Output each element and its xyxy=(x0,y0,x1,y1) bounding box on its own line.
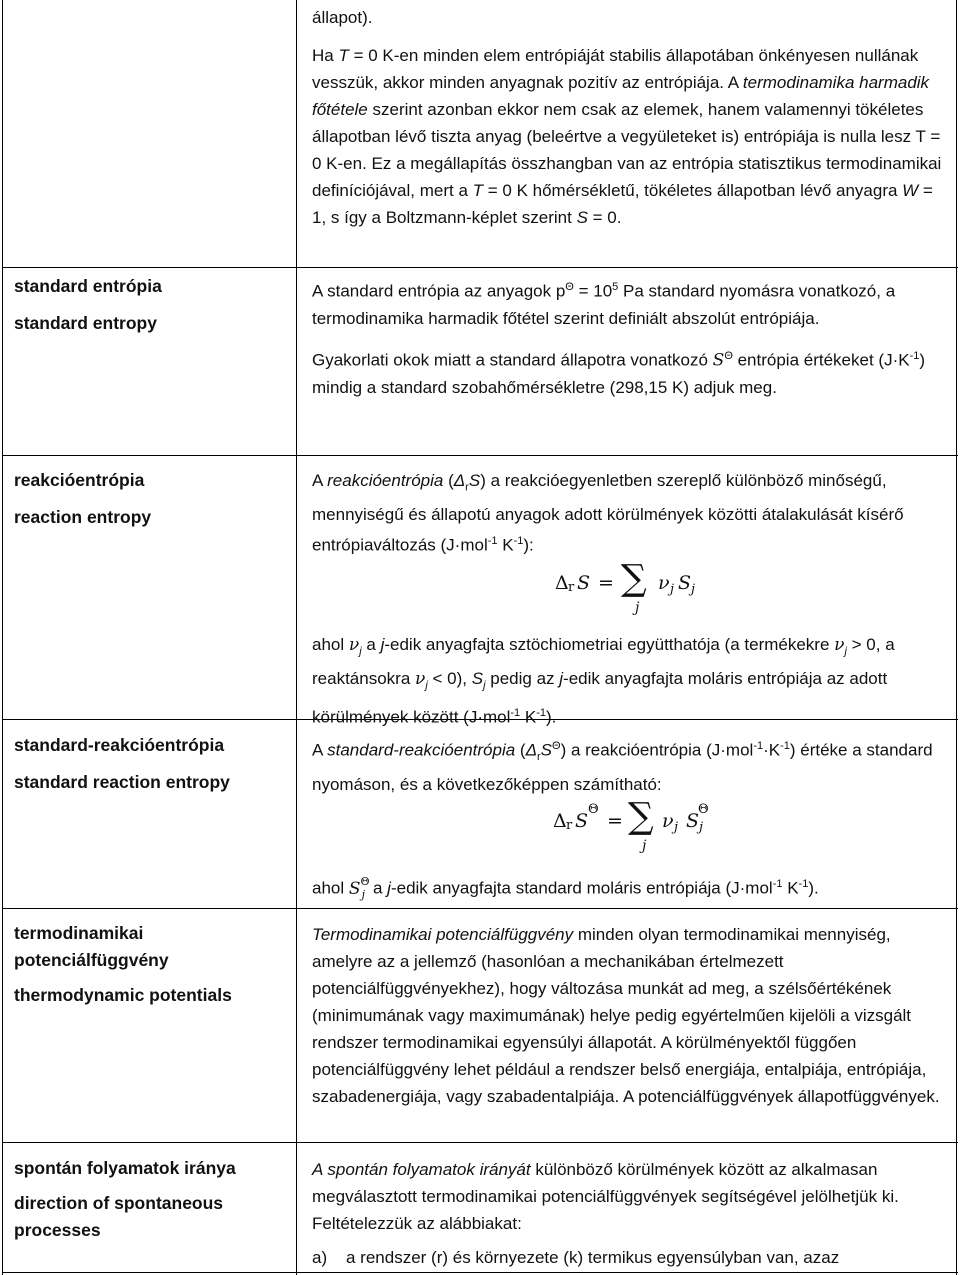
term-en: standard reaction entropy xyxy=(14,772,230,792)
standard-entropy-definition xyxy=(312,274,944,401)
eq-nu: ν xyxy=(662,810,674,832)
reaction-entropy-where xyxy=(312,631,944,730)
standard-reaction-entropy-equation xyxy=(553,794,753,858)
term-en: direction of spontaneous processes xyxy=(14,1193,224,1240)
standard-reaction-entropy-definition xyxy=(312,733,944,798)
potentials-paragraph: Termodinamikai potenciálfüggvény minden olyan termodinamikai mennyiség, amelyre az a jellemző (hasonlóan a mechanikában értelmezett potenciálfüggvényekhez), hogy változása munkát ad meg, a szélsőértékének (minimumának vagy maximumának) helye pedig egyértelműen kijelöli a vizsgált rendszer termodinamikai egyensúlyi állapotát. A körülményektől függően potenciálfüggvény lehet például a rendszer belső energiája, entalpiája, entrópiája, szabadenergiája, vagy szabadentalpiája. A potenciálfüggvények állapotfüggvények. xyxy=(312,925,940,1106)
eq-nu-sub: j xyxy=(674,820,679,835)
term-en: reaction entropy xyxy=(14,507,152,527)
term-hu: standard-reakcióentrópia xyxy=(14,735,225,755)
table-column-divider xyxy=(296,0,297,1275)
eq-equals: = xyxy=(607,810,623,832)
third-law-paragraph: Ha T = 0 K-en minden elem entrópiáját stabilis állapotában önkényesen nullának vesszük, akkor minden anyagnak pozitív az entrópiája. A termodinamika harmadik főtétele szerint azonban ekkor nem csak az elemek, hanem valamennyi tökéletes állapotban lévő tiszta anyag (beleértve a vegyületeket is) entrópiája is nulla lesz T = 0 K-en. Ez a megállapítás összhangban van az entrópia statisztikus termodinamikai definíciójával, mert a T = 0 K hőmérsékletű, tökéletes állapotban lévő anyagra W = 1, s így a Boltzmann-képlet szerint S = 0. xyxy=(312,46,942,227)
eq-s2-sub: j xyxy=(699,820,704,835)
spontaneous-processes-definition xyxy=(312,1156,944,1271)
intro-line: állapot). xyxy=(312,8,373,27)
reaction-entropy-definition xyxy=(312,467,944,559)
eq-sum-index: j xyxy=(642,838,647,854)
eq-s2: S xyxy=(678,572,692,594)
eq-sum-icon: ∑ xyxy=(621,558,647,599)
standard-entropy-para-1: A standard entrópia az anyagok $p^\Theta = 10^5$ Pa standard nyomásra vonatkozó, a termodinamika harmadik főtétel szerint definiált abszolút entrópiája. xyxy=(312,281,896,328)
eq-equals: = xyxy=(598,572,614,594)
reaction-entropy-para-1: A reakcióentrópia $(\Delta_rS)$ a reakcióegyenletben szereplő különböző minőségű, mennyiségű és állapotú anyagok adott körülmények közötti átalakulását kísérő entrópiaváltozás (J·mol$^{-1}$ $K^{-1}$): xyxy=(312,471,904,556)
row-divider xyxy=(2,267,958,268)
standard-reaction-entropy-para-2: ahol $S^\Theta_j$ a j-edik anyagfajta standard moláris entrópiája (J·mol$^{-1}$ $K^{-1}$). xyxy=(312,875,819,902)
eq-delta: Δ xyxy=(553,810,567,832)
eq-s2: S xyxy=(686,810,700,832)
eq-nu: ν xyxy=(658,572,670,594)
eq-r-sub: r xyxy=(568,580,575,595)
standard-reaction-entropy-where xyxy=(312,870,944,908)
eq-s: S xyxy=(575,810,589,832)
row-divider xyxy=(2,1142,958,1143)
table-bottom-border xyxy=(2,1272,958,1273)
eq-s2-theta: Θ xyxy=(698,802,709,817)
spontaneous-list-item: a) a rendszer (r) és környezete (k) termikus egyensúlyban van, azaz xyxy=(312,1248,840,1267)
term-hu: spontán folyamatok iránya xyxy=(14,1158,236,1178)
eq-s2-sub: j xyxy=(691,582,696,597)
term-standard-entropy xyxy=(14,273,284,337)
term-en: standard entropy xyxy=(14,313,157,333)
thermodynamic-potentials-definition xyxy=(312,921,944,1110)
term-en: thermodynamic potentials xyxy=(14,985,232,1005)
eq-s: S xyxy=(577,572,591,594)
reaction-entropy-para-2: ahol $\nu_j$ a j-edik anyagfajta sztöchiometriai együtthatója (a termékekre $\nu_j > 0$, a reaktánsokra $\nu_j < 0$), $S_j$ pedig az j-edik anyagfajta moláris entrópiája az adott körülmények között (J·mol$^{-1}$ $K^{-1}$). xyxy=(312,635,895,727)
term-hu: termodinamikai potenciálfüggvény xyxy=(14,923,169,970)
eq-delta: Δ xyxy=(555,572,569,594)
term-hu: reakcióentrópia xyxy=(14,470,145,490)
standard-reaction-entropy-para-1: A standard-reakcióentrópia $(\Delta_rS^\Theta)$ a reakcióentrópia $(J\cdot mol^{-1}\cdot K^{-1})$ értéke a standard nyomáson, és a következőképpen számítható: xyxy=(312,740,933,795)
term-standard-reaction-entropy xyxy=(14,732,284,796)
term-thermodynamic-potentials xyxy=(14,920,264,1009)
spontaneous-paragraph: A spontán folyamatok irányát különböző körülmények között az alkalmasan megválasztott termodinamikai potenciálfüggvények segítségével jelölhetjük ki. Feltételezzük az alábbiakat: xyxy=(312,1160,899,1233)
term-hu: standard entrópia xyxy=(14,276,162,296)
row-divider xyxy=(2,455,958,456)
eq-r-sub: r xyxy=(566,818,573,833)
table-right-border xyxy=(956,0,957,1275)
eq-sum-index: j xyxy=(635,600,640,616)
eq-theta: Θ xyxy=(588,802,599,817)
eq-sum-icon: ∑ xyxy=(628,796,654,837)
table-left-border xyxy=(2,0,3,1275)
eq-nu-sub: j xyxy=(670,582,675,597)
term-spontaneous-direction xyxy=(14,1155,264,1244)
standard-entropy-para-2: Gyakorlati okok miatt a standard állapotra vonatkozó $S^\Theta$ entrópia értékeket $(J\cdot K^{-1})$ mindig a standard szobahőmérsékletre (298,15 K) adjuk meg. xyxy=(312,349,926,398)
row-divider xyxy=(2,908,958,909)
intro-text xyxy=(312,4,944,231)
reaction-entropy-equation xyxy=(555,558,755,618)
term-reaction-entropy xyxy=(14,467,284,531)
